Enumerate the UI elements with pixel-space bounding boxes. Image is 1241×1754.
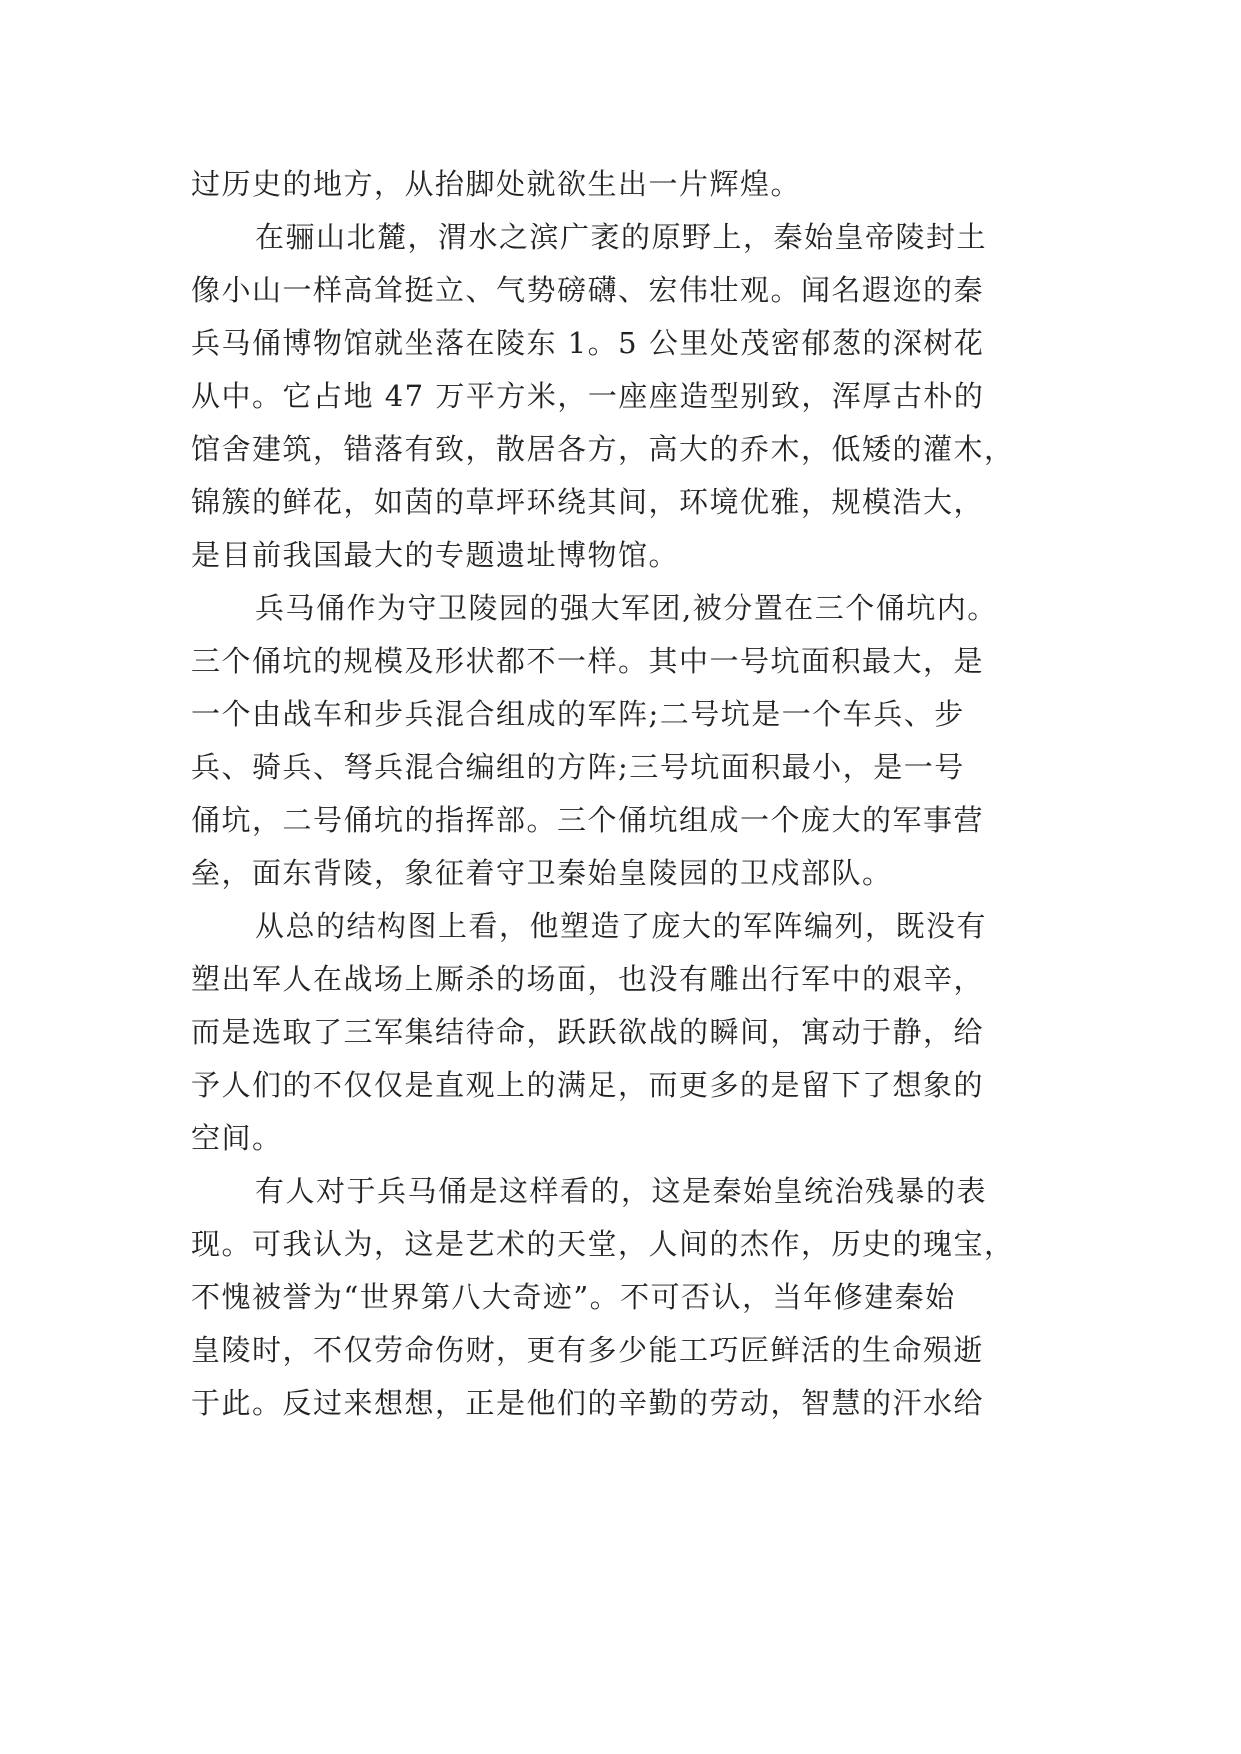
- text-line: 兵马俑博物馆就坐落在陵东 1。5 公里处茂密郁葱的深树花: [191, 326, 985, 360]
- text-line: 一个由战车和步兵混合组成的军阵;二号坑是一个车兵、步: [191, 697, 965, 731]
- paragraph-first-line: 从总的结构图上看，他塑造了庞大的军阵编列，既没有: [255, 909, 988, 943]
- text-line: 塑出军人在战场上厮杀的场面，也没有雕出行军中的艰辛，: [191, 962, 985, 996]
- body-text: [191, 158, 1061, 1430]
- paragraph-first-line: 在骊山北麓，渭水之滨广袤的原野上，秦始皇帝陵封土: [255, 220, 988, 254]
- text-line: 锦簇的鲜花，如茵的草坪环绕其间，环境优雅，规模浩大，: [191, 485, 985, 519]
- text-line: 于此。反过来想想，正是他们的辛勤的劳动，智慧的汗水给: [191, 1386, 985, 1420]
- text-line: 空间。: [191, 1121, 283, 1155]
- text-line: 是目前我国最大的专题遗址博物馆。: [191, 538, 680, 572]
- text-line: 三个俑坑的规模及形状都不一样。其中一号坑面积最大，是: [191, 644, 985, 678]
- text-line: 而是选取了三军集结待命，跃跃欲战的瞬间，寓动于静，给: [191, 1015, 985, 1049]
- text-line: 从中。它占地 47 万平方米，一座座造型别致，浑厚古朴的: [191, 379, 985, 413]
- text-line: 俑坑，二号俑坑的指挥部。三个俑坑组成一个庞大的军事营: [191, 803, 985, 837]
- text-line: 垒，面东背陵，象征着守卫秦始皇陵园的卫戍部队。: [191, 856, 893, 890]
- text-line: 馆舍建筑，错落有致，散居各方，高大的乔木，低矮的灌木，: [191, 432, 1015, 466]
- text-line: 不愧被誉为“世界第八大奇迹”。不可否认，当年修建秦始: [191, 1280, 956, 1314]
- text-line: 现。可我认为，这是艺术的天堂，人间的杰作，历史的瑰宝，: [191, 1227, 1015, 1261]
- text-line: 皇陵时，不仅劳命伤财，更有多少能工巧匠鲜活的生命殒逝: [191, 1333, 985, 1367]
- text-line: 予人们的不仅仅是直观上的满足，而更多的是留下了想象的: [191, 1068, 985, 1102]
- text-line: 过历史的地方，从抬脚处就欲生出一片辉煌。: [191, 167, 802, 201]
- paragraph-first-line: 兵马俑作为守卫陵园的强大军团,被分置在三个俑坑内。: [255, 591, 998, 625]
- text-line: 兵、骑兵、弩兵混合编组的方阵;三号坑面积最小，是一号: [191, 750, 965, 784]
- text-line: 像小山一样高耸挺立、气势磅礴、宏伟壮观。闻名遐迩的秦: [191, 273, 985, 307]
- paragraph-first-line: 有人对于兵马俑是这样看的，这是秦始皇统治残暴的表: [255, 1174, 988, 1208]
